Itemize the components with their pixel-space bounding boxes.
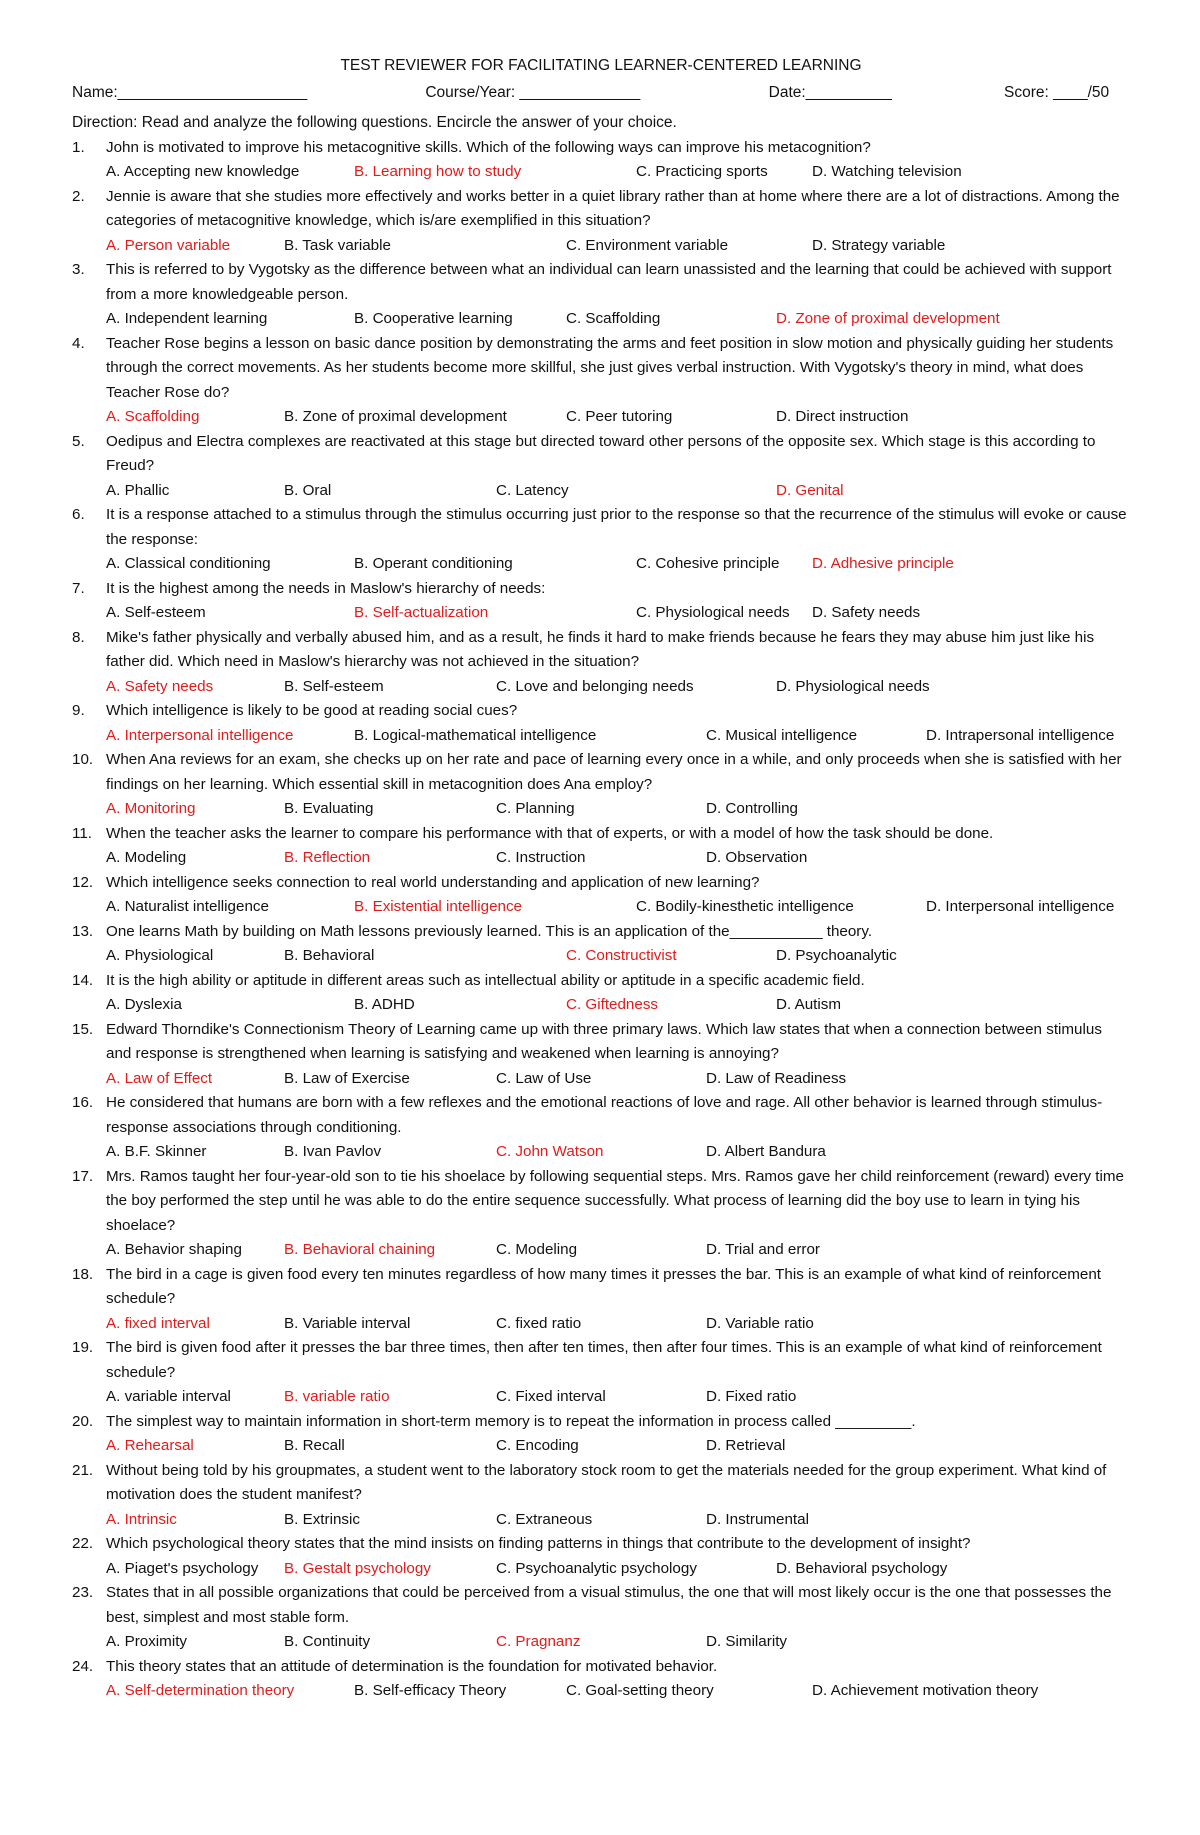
answer-choice[interactable]: A. Naturalist intelligence [106, 898, 269, 915]
choice-row [106, 1434, 1130, 1459]
question-stem [72, 1091, 1130, 1140]
answer-choice[interactable]: D. Psychoanalytic [776, 947, 897, 964]
question-item [72, 430, 1130, 504]
answer-choice[interactable]: D. Safety needs [812, 604, 921, 621]
answer-choice[interactable]: B. Evaluating [284, 800, 374, 817]
answer-choice[interactable]: C. Physiological needs [636, 604, 790, 621]
score-field: Score: ____/50 [1003, 83, 1110, 101]
question-stem [72, 185, 1130, 234]
question-item [72, 258, 1130, 332]
question-stem [72, 969, 1130, 994]
choice-row [106, 479, 1130, 504]
answer-choice[interactable]: C. Cohesive principle [636, 555, 780, 572]
answer-choice[interactable]: C. Bodily-kinesthetic intelligence [636, 898, 854, 915]
question-text: This is referred to by Vygotsky as the difference between what an individual can learn unassisted and the learning that could be achieved with support from a more knowledgeable person. [106, 261, 1112, 303]
choice-row [106, 234, 1130, 259]
answer-choice[interactable]: B. Behavioral [284, 947, 375, 964]
choice-row [106, 1630, 1130, 1655]
answer-choice[interactable]: B. Logical-mathematical intelligence [354, 726, 597, 744]
answer-choice[interactable]: D. Observation [706, 849, 808, 866]
answer-choice[interactable]: C. Extraneous [496, 1510, 593, 1528]
answer-choice[interactable]: D. Intrapersonal intelligence [926, 726, 1115, 744]
question-item [72, 1091, 1130, 1165]
answer-choice[interactable]: D. Fixed ratio [706, 1388, 797, 1405]
choice-row [106, 1067, 1130, 1092]
answer-choice[interactable]: D. Behavioral psychology [776, 1559, 948, 1577]
question-item [72, 626, 1130, 700]
question-item [72, 699, 1130, 748]
answer-choice[interactable]: B. ADHD [354, 996, 415, 1013]
answer-choice[interactable]: A. Physiological [106, 947, 214, 964]
choice-row [106, 1508, 1130, 1533]
question-number: 17. [72, 1167, 94, 1185]
question-stem [72, 503, 1130, 552]
answer-choice[interactable]: C. Environment variable [566, 236, 729, 254]
answer-choice-correct[interactable]: B. Learning how to study [354, 163, 522, 180]
question-text: It is a response attached to a stimulus through the stimulus occurring just prior to the response so that the recurrence of the stimulus will evoke or cause the response: [106, 506, 1127, 548]
answer-choice-correct[interactable]: D. Zone of proximal development [776, 310, 1000, 327]
question-stem [72, 822, 1130, 847]
question-item [72, 332, 1130, 430]
question-text: The bird is given food after it presses the bar three times, then after ten times, then after four times. This is an example of what kind of reinforcement schedule? [106, 1339, 1102, 1381]
question-stem [72, 699, 1130, 724]
answer-choice[interactable]: B. Recall [284, 1437, 345, 1454]
question-number: 1. [72, 138, 85, 156]
question-text: When the teacher asks the learner to compare his performance with that of experts, or with a model of how the task should be done. [106, 824, 994, 842]
answer-choice-correct[interactable]: A. Interpersonal intelligence [106, 726, 294, 744]
question-text: John is motivated to improve his metacognitive skills. Which of the following ways can improve his metacognition? [106, 138, 871, 156]
answer-choice-correct[interactable]: C. Constructivist [566, 947, 677, 964]
question-number: 9. [72, 702, 85, 719]
question-item [72, 871, 1130, 920]
answer-choice[interactable]: A. Phallic [106, 481, 170, 499]
choice-row [106, 307, 1130, 332]
answer-choice-correct[interactable]: D. Genital [776, 481, 844, 499]
question-stem [72, 1655, 1130, 1680]
answer-choice[interactable]: B. Self-esteem [284, 677, 384, 695]
question-number: 19. [72, 1339, 94, 1356]
question-text: It is the high ability or aptitude in different areas such as intellectual ability or aptitude in a specific academic field. [106, 971, 865, 989]
question-number: 13. [72, 922, 94, 940]
answer-choice-correct[interactable]: B. Behavioral chaining [284, 1241, 436, 1258]
question-item [72, 1336, 1130, 1410]
question-item [72, 920, 1130, 969]
question-stem [72, 332, 1130, 406]
choice-row [106, 160, 1130, 185]
answer-choice[interactable]: C. Fixed interval [496, 1388, 606, 1405]
question-stem [72, 136, 1130, 161]
answer-choice[interactable]: B. Extrinsic [284, 1510, 360, 1528]
answer-choice-correct[interactable]: A. Rehearsal [106, 1437, 194, 1454]
header-fields [72, 81, 1130, 106]
document-title: TEST REVIEWER FOR FACILITATING LEARNER-CENTERED LEARNING [340, 57, 862, 74]
course-year-field: Course/Year: ______________ [425, 83, 641, 101]
question-list [72, 136, 1130, 1704]
question-item [72, 185, 1130, 259]
choice-row [106, 552, 1130, 577]
answer-choice[interactable]: D. Direct instruction [776, 408, 909, 425]
choice-row [106, 1140, 1130, 1165]
answer-choice[interactable]: D. Similarity [706, 1633, 788, 1650]
answer-choice[interactable]: D. Variable ratio [706, 1314, 814, 1332]
question-number: 14. [72, 971, 94, 989]
question-text: Which intelligence is likely to be good at reading social cues? [106, 702, 518, 719]
answer-choice[interactable]: A. Proximity [106, 1633, 188, 1650]
question-number: 11. [72, 824, 92, 842]
question-stem [72, 1410, 1130, 1435]
answer-choice-correct[interactable]: C. Giftedness [566, 996, 659, 1013]
choice-row [106, 846, 1130, 871]
answer-choice[interactable]: B. Oral [284, 481, 332, 499]
answer-choice[interactable]: B. Task variable [284, 236, 391, 254]
question-number: 5. [72, 432, 85, 450]
choice-row [106, 1238, 1130, 1263]
question-stem [72, 871, 1130, 896]
answer-choice[interactable]: A. Independent learning [106, 310, 268, 327]
question-text: Jennie is aware that she studies more effectively and works better in a quiet library rather than at home where there are a lot of distractions. Among the categories of metacognitive knowledge, which is/are exemplified in this situation? [106, 187, 1120, 229]
question-item [72, 1165, 1130, 1263]
question-item [72, 1581, 1130, 1655]
choice-row [106, 993, 1130, 1018]
question-text: One learns Math by building on Math lessons previously learned. This is an application of the___________ theory. [106, 922, 873, 940]
choice-row [106, 724, 1130, 749]
question-stem [72, 626, 1130, 675]
answer-choice[interactable]: D. Interpersonal intelligence [926, 898, 1115, 915]
answer-choice-correct[interactable]: A. Safety needs [106, 677, 214, 695]
question-text: The simplest way to maintain information in short-term memory is to repeat the information in process called _________. [106, 1412, 916, 1430]
question-text: Oedipus and Electra complexes are reactivated at this stage but directed toward other persons of the opposite sex. Which stage is this according to Freud? [106, 432, 1096, 474]
answer-choice[interactable]: D. Retrieval [706, 1437, 786, 1454]
question-item [72, 822, 1130, 871]
question-number: 2. [72, 187, 85, 205]
question-number: 4. [72, 334, 85, 352]
answer-choice[interactable]: B. Self-efficacy Theory [354, 1682, 507, 1699]
question-number: 22. [72, 1535, 94, 1552]
choice-row [106, 1557, 1130, 1582]
question-text: Without being told by his groupmates, a student went to the laboratory stock room to get the materials needed for the group experiment. What kind of motivation does the student manifest? [106, 1461, 1107, 1503]
answer-choice-correct[interactable]: C. Pragnanz [496, 1633, 581, 1650]
question-text: It is the highest among the needs in Maslow's hierarchy of needs: [106, 579, 546, 597]
choice-row [106, 675, 1130, 700]
question-stem [72, 577, 1130, 602]
question-stem [72, 1459, 1130, 1508]
answer-choice-correct[interactable]: B. variable ratio [284, 1388, 390, 1405]
question-number: 21. [72, 1461, 94, 1479]
answer-choice-correct[interactable]: A. fixed interval [106, 1314, 210, 1332]
date-field: Date:__________ [768, 83, 892, 101]
name-field: Name:______________________ [72, 83, 308, 101]
answer-choice[interactable]: C. Latency [496, 481, 569, 499]
answer-choice[interactable]: D. Autism [776, 996, 841, 1013]
question-number: 10. [72, 751, 94, 768]
answer-choice-correct[interactable]: C. John Watson [496, 1143, 604, 1160]
answer-choice-correct[interactable]: B. Reflection [284, 849, 371, 866]
question-stem [72, 1165, 1130, 1239]
answer-choice[interactable]: A. variable interval [106, 1388, 231, 1405]
answer-choice[interactable]: B. Variable interval [284, 1314, 411, 1332]
answer-choice[interactable]: B. Continuity [284, 1633, 371, 1650]
answer-choice-correct[interactable]: A. Person variable [106, 236, 231, 254]
answer-choice-correct[interactable]: B. Self-actualization [354, 604, 489, 621]
question-text: Mike's father physically and verbally abused him, and as a result, he finds it hard to make friends because he fears they may abuse him just like his father did. Which need in Maslow's hierarchy was not achieved in the situation? [106, 628, 1095, 670]
question-text: Mrs. Ramos taught her four-year-old son to tie his shoelace by following sequential steps. Mrs. Ramos gave her child reinforcement (reward) every time the boy performed the step until he was able to do the entire sequence successfully. What process of learning did the boy use to learn in tying his shoelace? [106, 1167, 1124, 1234]
question-number: 15. [72, 1020, 94, 1038]
answer-choice-correct[interactable]: A. Intrinsic [106, 1510, 177, 1528]
question-item [72, 1655, 1130, 1704]
answer-choice-correct[interactable]: B. Gestalt psychology [284, 1559, 431, 1577]
choice-row [106, 797, 1130, 822]
answer-choice-correct[interactable]: B. Existential intelligence [354, 898, 522, 915]
question-text: When Ana reviews for an exam, she checks up on her rate and pace of learning every once in a while, and only proceeds when she is satisfied with her findings on her learning. Which essential skill in metacognition does Ana employ? [106, 751, 1122, 793]
question-item [72, 969, 1130, 1018]
answer-choice-correct[interactable]: A. Law of Effect [106, 1069, 213, 1087]
answer-choice[interactable]: C. Psychoanalytic psychology [496, 1559, 697, 1577]
question-stem [72, 1581, 1130, 1630]
answer-choice[interactable]: C. Scaffolding [566, 310, 661, 327]
question-item [72, 503, 1130, 577]
question-stem [72, 258, 1130, 307]
question-number: 18. [72, 1265, 94, 1283]
answer-choice[interactable]: C. Instruction [496, 849, 586, 866]
question-number: 24. [72, 1657, 94, 1675]
question-text: This theory states that an attitude of determination is the foundation for motivated behavior. [106, 1657, 718, 1675]
question-stem [72, 1263, 1130, 1312]
question-item [72, 1459, 1130, 1533]
question-item [72, 1018, 1130, 1092]
answer-choice[interactable]: C. Encoding [496, 1437, 579, 1454]
answer-choice[interactable]: A. Dyslexia [106, 996, 182, 1013]
question-text: States that in all possible organizations that could be perceived from a visual stimulus, the one that will most likely occur is the one that possesses the best, simplest and most stable form. [106, 1584, 1112, 1626]
question-stem [72, 1336, 1130, 1385]
answer-choice-correct[interactable]: A. Monitoring [106, 800, 196, 817]
answer-choice-correct[interactable]: D. Adhesive principle [812, 555, 954, 572]
answer-choice[interactable]: A. B.F. Skinner [106, 1143, 207, 1160]
answer-choice[interactable]: A. Modeling [106, 849, 187, 866]
answer-choice[interactable]: C. Musical intelligence [706, 726, 858, 744]
answer-choice[interactable]: C. Planning [496, 800, 575, 817]
question-item [72, 748, 1130, 822]
question-stem [72, 430, 1130, 479]
answer-choice[interactable]: C. fixed ratio [496, 1314, 582, 1332]
question-text: Teacher Rose begins a lesson on basic dance position by demonstrating the arms and feet position in slow motion and physically guiding her students through the correct movements. As her students become more skillful, she just gives verbal instruction. With Vygotsky's theory in mind, what does Teacher Rose do? [106, 334, 1114, 401]
question-item [72, 1410, 1130, 1459]
choice-row [106, 601, 1130, 626]
question-stem [72, 1532, 1130, 1557]
answer-choice[interactable]: A. Behavior shaping [106, 1241, 242, 1258]
answer-choice-correct[interactable]: A. Self-determination theory [106, 1682, 295, 1699]
question-number: 20. [72, 1412, 94, 1430]
question-number: 23. [72, 1584, 94, 1601]
question-stem [72, 920, 1130, 945]
question-item [72, 1532, 1130, 1581]
answer-choice[interactable]: C. Modeling [496, 1241, 578, 1258]
question-item [72, 1263, 1130, 1337]
question-item [72, 136, 1130, 185]
directions: Direction: Read and analyze the following questions. Encircle the answer of your choice. [72, 114, 677, 131]
answer-choice[interactable]: D. Law of Readiness [706, 1069, 847, 1087]
question-stem [72, 1018, 1130, 1067]
answer-choice[interactable]: B. Law of Exercise [284, 1069, 410, 1087]
answer-choice-correct[interactable]: A. Scaffolding [106, 408, 200, 425]
choice-row [106, 895, 1130, 920]
answer-choice[interactable]: A. Classical conditioning [106, 555, 271, 572]
answer-choice[interactable]: C. Law of Use [496, 1069, 592, 1087]
answer-choice[interactable]: D. Trial and error [706, 1241, 820, 1258]
answer-choice[interactable]: D. Watching television [812, 163, 962, 180]
question-number: 7. [72, 579, 85, 597]
answer-choice[interactable]: B. Zone of proximal development [284, 408, 507, 425]
question-text: He considered that humans are born with a few reflexes and the emotional reactions of love and rage. All other behavior is learned through stimulus- response associations through conditioning. [106, 1094, 1103, 1136]
question-number: 12. [72, 873, 94, 891]
question-number: 6. [72, 506, 85, 523]
question-text: Which psychological theory states that the mind insists on finding patterns in things that contribute to the development of insight? [106, 1535, 971, 1552]
answer-choice[interactable]: D. Albert Bandura [706, 1143, 826, 1160]
question-item [72, 577, 1130, 626]
answer-choice[interactable]: D. Physiological needs [776, 677, 930, 695]
answer-choice[interactable]: D. Instrumental [706, 1510, 809, 1528]
question-number: 16. [72, 1094, 94, 1111]
question-text: Which intelligence seeks connection to real world understanding and application of new learning? [106, 873, 760, 891]
answer-choice[interactable]: C. Peer tutoring [566, 408, 673, 425]
question-text: Edward Thorndike's Connectionism Theory of Learning came up with three primary laws. Which law states that when a connection between stimulus and response is strengthened when learning is satisfying and weakened when learning is annoying? [106, 1020, 1102, 1062]
choice-row [106, 405, 1130, 430]
answer-choice[interactable]: D. Controlling [706, 800, 799, 817]
choice-row [106, 1385, 1130, 1410]
answer-choice[interactable]: D. Achievement motivation theory [812, 1682, 1039, 1699]
question-number: 3. [72, 261, 85, 278]
answer-choice[interactable]: B. Operant conditioning [354, 555, 513, 572]
answer-choice[interactable]: B. Cooperative learning [354, 310, 513, 327]
choice-row [106, 1679, 1130, 1704]
answer-choice[interactable]: A. Accepting new knowledge [106, 163, 300, 180]
answer-choice[interactable]: A. Self-esteem [106, 604, 206, 621]
answer-choice[interactable]: C. Love and belonging needs [496, 677, 694, 695]
question-number: 8. [72, 628, 85, 646]
question-text: The bird in a cage is given food every ten minutes regardless of how many times it presses the bar. This is an example of what kind of reinforcement schedule? [106, 1265, 1101, 1307]
answer-choice[interactable]: B. Ivan Pavlov [284, 1143, 382, 1160]
choice-row [106, 944, 1130, 969]
choice-row [106, 1312, 1130, 1337]
answer-choice[interactable]: A. Piaget's psychology [106, 1559, 259, 1577]
question-stem [72, 748, 1130, 797]
answer-choice[interactable]: C. Practicing sports [636, 163, 768, 180]
answer-choice[interactable]: D. Strategy variable [812, 236, 946, 254]
answer-choice[interactable]: C. Goal-setting theory [566, 1682, 714, 1699]
